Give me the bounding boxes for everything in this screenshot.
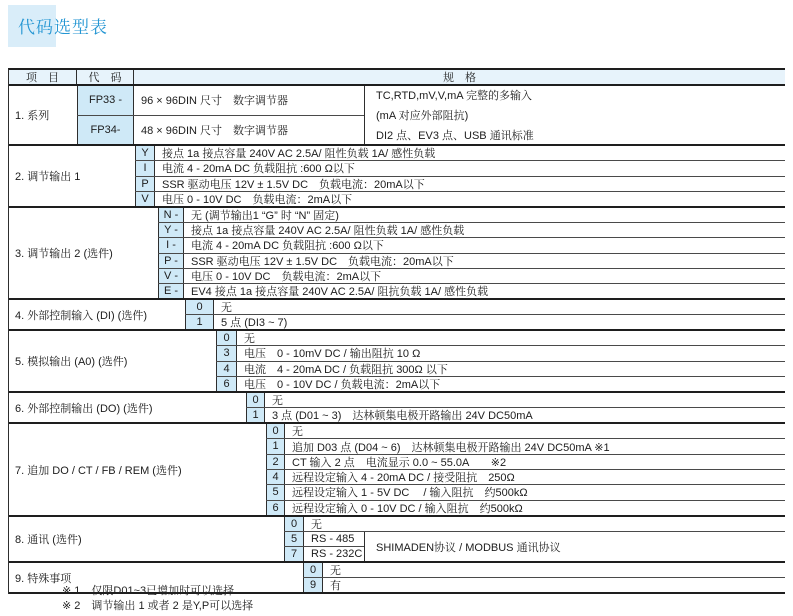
code-cell: 4 — [216, 362, 237, 376]
item-label: 1. 系列 — [15, 110, 50, 122]
table-header-row — [9, 70, 785, 86]
option-row — [135, 146, 785, 161]
spec-cell: 追加 D03 点 (D04 ~ 6) 达林顿集电极开路输出 24V DC50mA ※1 — [292, 441, 610, 454]
option-row — [246, 393, 785, 408]
group-6 — [9, 393, 785, 424]
option-row — [135, 161, 785, 176]
option-row — [266, 501, 785, 515]
spec-cell: 有 — [330, 580, 341, 592]
code-cell: I - — [158, 238, 184, 252]
spec-cell: 接点 1a 接点容量 240V AC 2.5A/ 阻性负载 1A/ 感性负载 — [162, 148, 436, 161]
group-1 — [9, 86, 785, 146]
option-row — [158, 238, 785, 253]
spec-cell: 电压 0 - 10V DC 负载电流：2mA以下 — [162, 193, 353, 206]
option-row — [246, 408, 785, 422]
option-row — [216, 362, 785, 377]
note-line: DI2 点、EV3 点、USB 通讯标准 — [376, 130, 534, 142]
option-row — [185, 315, 785, 329]
comm-pair-left — [284, 532, 364, 561]
spec-cell: 无 — [272, 395, 283, 407]
code-cell: FP33 - — [77, 86, 134, 115]
spec-cell: 3 点 (D01 ~ 3) 达林顿集电极开路输出 24V DC50mA — [272, 410, 533, 422]
item-label: 3. 调节输出 2 (选件) — [15, 248, 113, 260]
code-cell: 1 — [266, 439, 285, 453]
item-label: 9. 特殊事项 — [15, 572, 72, 585]
series-rows — [77, 86, 364, 144]
code-cell: Y — [135, 146, 155, 160]
spec-cell: 电压 0 - 10V DC / 负载电流：2mA以下 — [244, 378, 441, 391]
spec-cell: 无 — [244, 333, 255, 346]
series-input-note — [364, 86, 785, 144]
code-cell: 5 — [284, 532, 304, 546]
header-code: 代 码 — [77, 70, 134, 84]
group-3 — [9, 208, 785, 300]
option-row — [303, 563, 785, 578]
spec-cell: EV4 接点 1a 接点容量 240V AC 2.5A/ 阻抗负载 1A/ 感性负载 — [191, 285, 489, 298]
spec-cell: 远程设定输入 4 - 20mA DC / 接受阻抗 250Ω — [292, 472, 515, 485]
option-row — [158, 223, 785, 238]
option-row — [284, 517, 785, 532]
option-rows — [266, 424, 785, 515]
spec-cell: 无 — [311, 519, 322, 532]
option-row — [77, 116, 364, 145]
code-cell: E - — [158, 284, 184, 298]
code-cell: 4 — [266, 470, 285, 484]
protocol-cell: SHIMADEN协议 / MODBUS 通讯协议 — [364, 532, 785, 561]
comm-rows — [284, 517, 785, 561]
group-7 — [9, 424, 785, 517]
option-row — [284, 532, 364, 547]
code-cell: FP34- — [77, 116, 134, 145]
spec-cell: SSR 驱动电压 12V ± 1.5V DC 负载电流：20mA以下 — [162, 178, 425, 191]
code-cell: 0 — [266, 424, 285, 438]
table-body — [9, 86, 785, 594]
note-line: (mA 对应外部阻抗) — [376, 110, 469, 122]
option-row — [158, 269, 785, 284]
spec-cell: RS - 485 — [311, 533, 355, 546]
spec-cell: 远程设定输入 0 - 10V DC / 输入阻抗 约500kΩ — [292, 502, 523, 515]
option-row — [303, 578, 785, 592]
option-row — [135, 177, 785, 192]
spec-cell: 电流 4 - 20mA DC / 负载阻抗 300Ω 以下 — [244, 363, 448, 376]
code-cell: V - — [158, 269, 184, 283]
option-rows — [158, 208, 785, 298]
spec-cell: 无 — [292, 426, 303, 439]
option-row — [158, 208, 785, 223]
spec-cell: 电压 0 - 10mV DC / 输出阻抗 10 Ω — [244, 348, 421, 361]
code-cell: 0 — [246, 393, 265, 407]
code-cell: Y - — [158, 223, 184, 237]
code-cell: 6 — [266, 501, 285, 515]
spec-cell: 无 — [330, 565, 341, 577]
header-spec: 规 格 — [443, 72, 476, 84]
code-cell: 3 — [216, 346, 237, 360]
item-label: 4. 外部控制输入 (DI) (选件) — [15, 309, 147, 322]
code-cell: I — [135, 161, 155, 175]
footnote-1: ※ 1 仅限D01~3已增加时可以选择 — [62, 585, 235, 597]
spec-cell: 电压 0 - 10V DC 负载电流：2mA以下 — [191, 270, 382, 283]
spec-cell: 接点 1a 接点容量 240V AC 2.5A/ 阻性负载 1A/ 感性负载 — [191, 225, 465, 238]
header-item: 项 目 — [9, 70, 77, 84]
selection-table — [8, 68, 785, 594]
code-cell: 6 — [216, 377, 237, 391]
code-cell: V — [135, 192, 155, 206]
item-label: 5. 模拟输出 (A0) (选件) — [15, 356, 128, 368]
code-cell: 9 — [303, 578, 323, 592]
code-cell: 0 — [185, 300, 214, 314]
code-cell: 1 — [246, 408, 265, 422]
option-rows — [135, 146, 785, 206]
option-row — [284, 547, 364, 561]
option-row — [266, 485, 785, 500]
option-row — [158, 254, 785, 269]
spec-cell: CT 输入 2 点 电流显示 0.0 ~ 55.0A ※2 — [292, 456, 507, 469]
code-cell: P - — [158, 254, 184, 268]
code-cell: N - — [158, 208, 184, 222]
comm-pair — [284, 532, 785, 561]
code-cell: 5 — [266, 485, 285, 499]
item-label: 6. 外部控制输出 (DO) (选件) — [15, 402, 153, 415]
option-rows — [246, 393, 785, 422]
option-row — [216, 377, 785, 391]
spec-cell: 48 × 96DIN 尺寸 数字调节器 — [141, 124, 289, 137]
note-line: TC,RTD,mV,V,mA 完整的多输入 — [376, 90, 533, 102]
item-label: 2. 调节输出 1 — [15, 171, 81, 183]
spec-cell: 无 — [221, 302, 232, 314]
spec-cell: RS - 232C — [311, 548, 363, 561]
option-row — [266, 470, 785, 485]
spec-cell: SSR 驱动电压 12V ± 1.5V DC 负载电流：20mA以下 — [191, 255, 454, 268]
option-row — [216, 331, 785, 346]
code-cell: 0 — [284, 517, 304, 531]
spec-cell: 96 × 96DIN 尺寸 数字调节器 — [141, 95, 289, 108]
item-label: 8. 通讯 (选件) — [15, 534, 82, 546]
spec-cell: 电流 4 - 20mA DC 负载阻抗 :600 Ω以下 — [191, 240, 384, 253]
option-rows — [303, 563, 785, 592]
spec-cell: 5 点 (DI3 ~ 7) — [221, 317, 288, 329]
code-cell: 7 — [284, 547, 304, 561]
footnote-2: ※ 2 调节输出 1 或者 2 是Y,P可以选择 — [62, 600, 254, 612]
code-cell: 0 — [303, 563, 323, 577]
code-cell: 2 — [266, 455, 285, 469]
group-5 — [9, 331, 785, 393]
spec-cell: 无 (调节输出1 “G” 时 “N” 固定) — [191, 210, 339, 223]
group-2 — [9, 146, 785, 208]
item-label: 7. 追加 DO / CT / FB / REM (选件) — [15, 464, 182, 477]
spec-cell: 远程设定输入 1 - 5V DC / 输入阻抗 约500kΩ — [292, 487, 528, 500]
footnotes — [62, 584, 253, 614]
option-row — [216, 346, 785, 361]
option-row — [266, 455, 785, 470]
option-row — [77, 86, 364, 116]
group-8 — [9, 517, 785, 563]
option-row — [158, 284, 785, 298]
option-rows — [185, 300, 785, 329]
option-rows — [216, 331, 785, 391]
option-row — [135, 192, 785, 206]
code-cell: 0 — [216, 331, 237, 345]
spec-cell: 电流 4 - 20mA DC 负载阻抗 :600 Ω以下 — [162, 163, 355, 176]
option-row — [185, 300, 785, 315]
page-title: 代码选型表 — [18, 18, 108, 37]
code-cell: 1 — [185, 315, 214, 329]
group-4 — [9, 300, 785, 331]
option-row — [266, 439, 785, 454]
code-cell: P — [135, 177, 155, 191]
option-row — [266, 424, 785, 439]
